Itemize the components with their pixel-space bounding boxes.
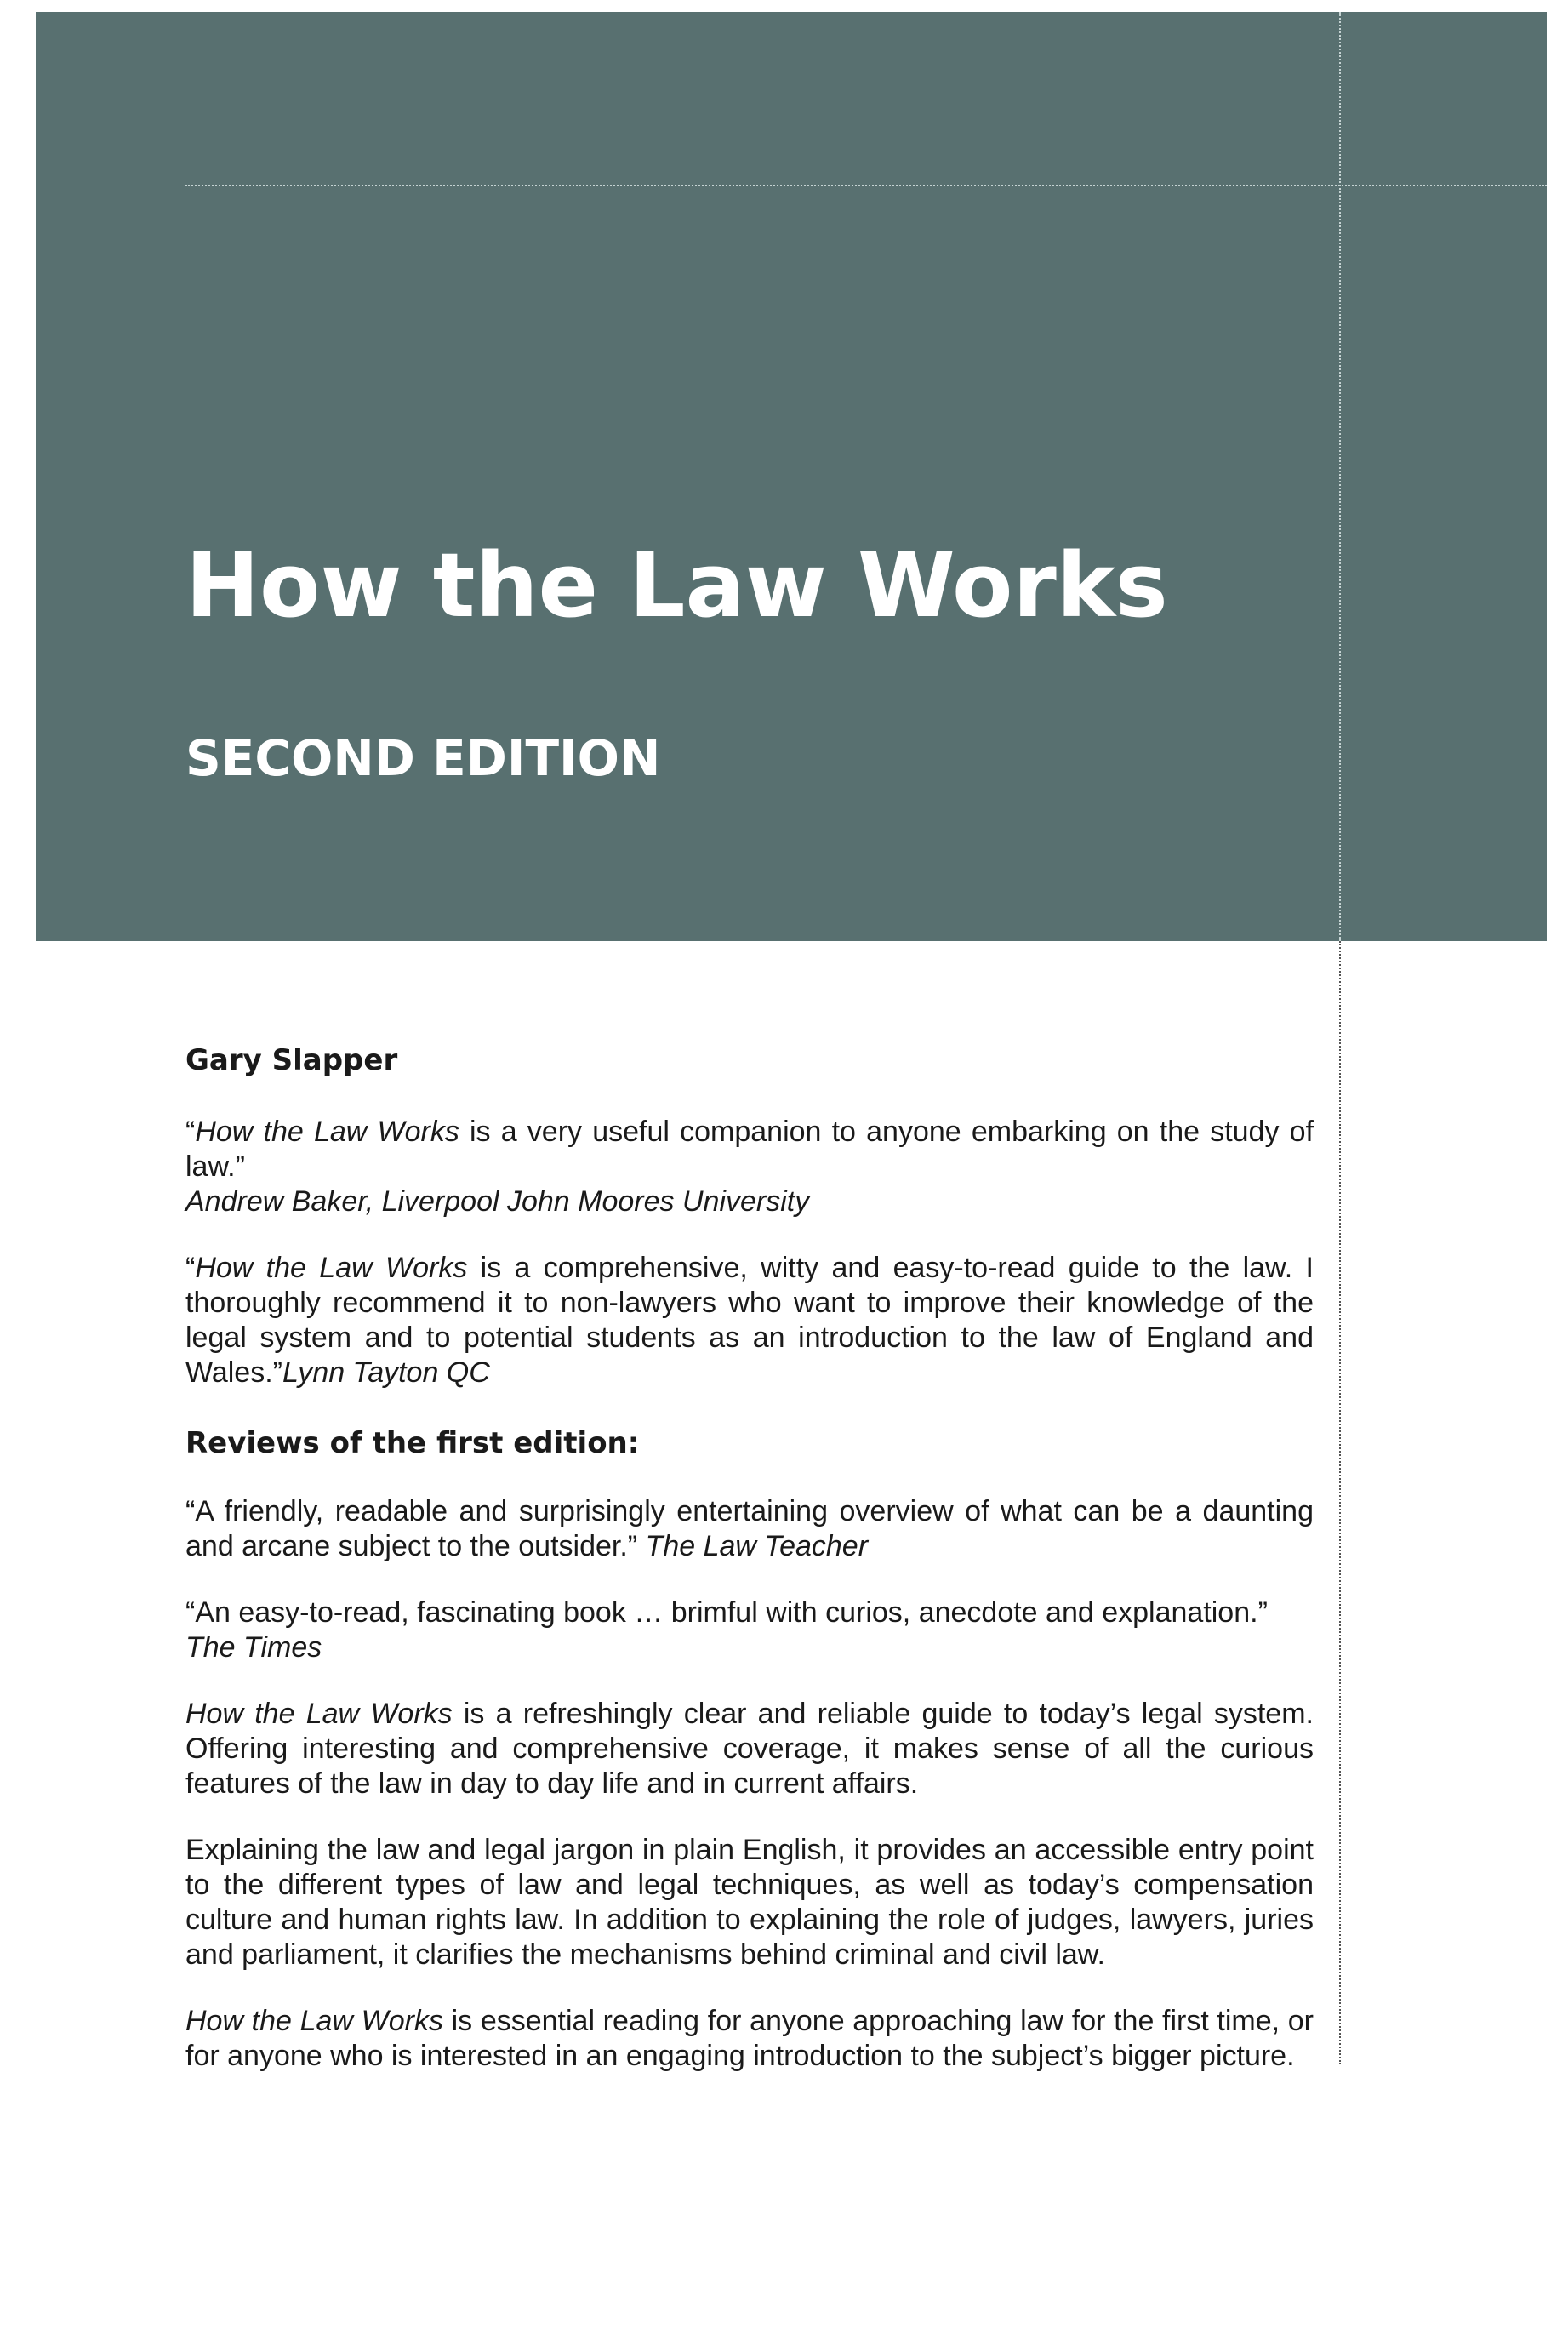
review-1-text: “A friendly, readable and surprisingly entertaining overview of what can be a daunting and arcane subject to the outsider.” [185,1495,1314,1562]
blurb-1-title: How the Law Works [185,1698,453,1730]
dotted-rule-vertical-bottom [1339,941,1341,2064]
review-1-source: The Law Teacher [645,1530,869,1562]
cover-banner [36,12,1547,941]
blurb-3-text: is essential reading for anyone approaching law for the first time, or for anyone who is interested in an engaging introduction to the subject’s bigger picture. [185,2005,1314,2072]
blurb-paragraph-3 [185,2004,1314,2074]
review-2-text: “An easy-to-read, fascinating book … brimful with curios, anecdote and explanation.” [185,1596,1268,1629]
blurb-3-title: How the Law Works [185,2005,443,2037]
review-2 [185,1596,1314,1665]
quote-2-attribution: Lynn Tayton QC [282,1356,490,1389]
quote-1-text: is a very useful companion to anyone embarking on the study of law.” [185,1116,1314,1183]
reviews-heading: Reviews of the first edition: [185,1426,640,1460]
dotted-rule-horizontal [185,185,1547,186]
back-cover-content [185,1043,1314,2074]
quote-1 [185,1115,1314,1219]
author-name: Gary Slapper [185,1043,398,1077]
edition-label: SECOND EDITION [185,729,661,787]
quote-2-open: “ [185,1252,196,1284]
quote-2-text: is a comprehensive, witty and easy-to-read guide to the law. I thoroughly recommend it to non-lawyers who want to improve their knowledge of the legal system and to potential students as an introduction to the law of England and Wales.” [185,1252,1314,1389]
quote-2-title: How the Law Works [195,1252,468,1284]
quote-2 [185,1251,1314,1390]
review-1 [185,1494,1314,1564]
blurb-paragraph-1 [185,1697,1314,1801]
blurb-paragraph-2: Explaining the law and legal jargon in plain English, it provides an accessible entry point to the different types of law and legal techniques, as well as today’s compensation culture and human rights law. In addition to explaining the role of judges, lawyers, juries and parliament, it clarifies the mechanisms behind criminal and civil law. [185,1834,1314,1971]
blurb-1-text: is a refreshingly clear and reliable guide to today’s legal system. Offering interesting and comprehensive coverage, it makes sense of all the curious features of the law in day to day life and in current affairs. [185,1698,1314,1800]
quote-1-open: “ [185,1116,196,1148]
review-2-source: The Times [185,1631,322,1664]
dotted-rule-vertical-top [1339,12,1341,941]
quote-1-title: How the Law Works [195,1116,459,1148]
book-title: How the Law Works [185,534,1168,637]
quote-1-attribution: Andrew Baker, Liverpool John Moores University [185,1185,810,1218]
